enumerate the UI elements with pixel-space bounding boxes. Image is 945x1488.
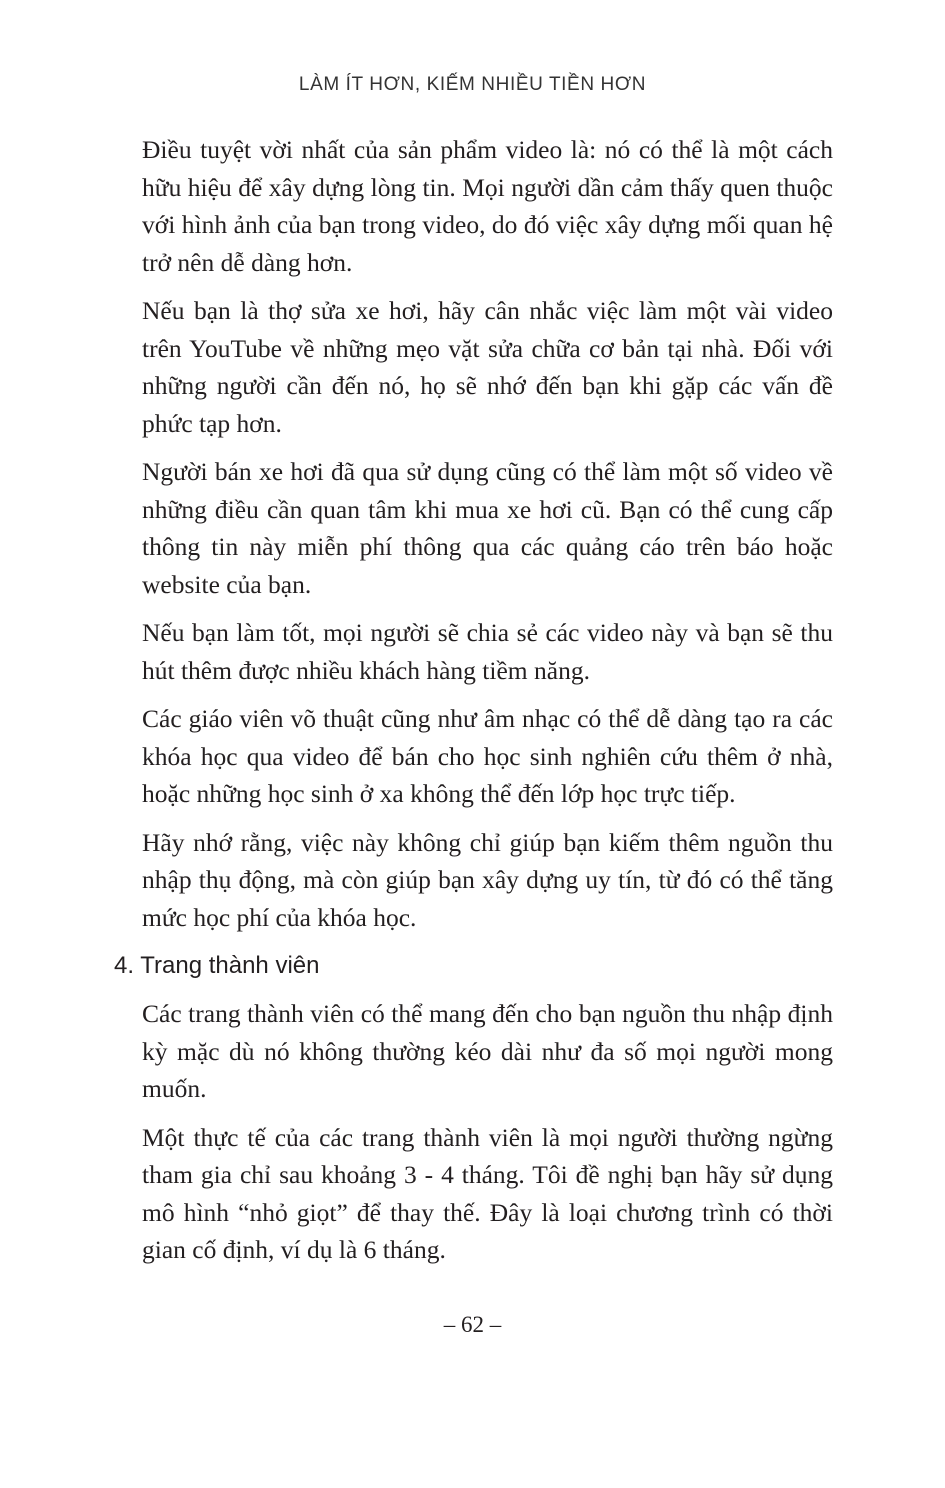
paragraph: Các trang thành viên có thể mang đến cho bạn nguồn thu nhập định kỳ mặc dù nó không thường kéo dài như đa số mọi người mong muốn.	[142, 999, 833, 1103]
paragraph: Hãy nhớ rằng, việc này không chỉ giúp bạn kiếm thêm nguồn thu nhập thụ động, mà còn giúp bạn xây dựng uy tín, từ đó có thể tăng mức học phí của khóa học.	[142, 827, 833, 932]
page-number: – 62 –	[443, 1312, 502, 1337]
paragraph: Người bán xe hơi đã qua sử dụng cũng có thể làm một số video về những điều cần quan tâm khi mua xe hơi cũ. Bạn có thể cung cấp thông tin này miễn phí thông qua các quảng cáo trên báo hoặc website của bạn.	[142, 457, 833, 599]
paragraph: Các giáo viên võ thuật cũng như âm nhạc có thể dễ dàng tạo ra các khóa học qua video để bán cho học sinh nghiên cứu thêm ở nhà, hoặc những học sinh ở xa không thể đến lớp học trực tiếp.	[142, 704, 833, 808]
section-heading: 4. Trang thành viên	[114, 952, 320, 979]
paragraph: Điều tuyệt vời nhất của sản phẩm video là: nó có thể là một cách hữu hiệu để xây dựng lòng tin. Mọi người dần cảm thấy quen thuộc với hình ảnh của bạn trong video, do đó việc xây dựng mối quan hệ trở nên dễ dàng hơn.	[142, 135, 833, 277]
page-body	[114, 131, 833, 1280]
running-title: LÀM ÍT HƠN, KIẾM NHIỀU TIỀN HƠN	[298, 74, 647, 95]
paragraph: Một thực tế của các trang thành viên là mọi người thường ngừng tham gia chỉ sau khoảng 3 - 4 tháng. Tôi đề nghị bạn hãy sử dụng mô hình “nhỏ giọt” để thay thế. Đây là loại chương trình có thời gian cố định, ví dụ là 6 tháng.	[142, 1122, 833, 1264]
paragraph: Nếu bạn là thợ sửa xe hơi, hãy cân nhắc việc làm một vài video trên YouTube về những mẹo vặt sửa chữa cơ bản tại nhà. Đối với những người cần đến nó, họ sẽ nhớ đến bạn khi gặp các vấn đề phức tạp hơn.	[142, 296, 833, 438]
paragraph: Nếu bạn làm tốt, mọi người sẽ chia sẻ các video này và bạn sẽ thu hút thêm được nhiều khách hàng tiềm năng.	[142, 618, 833, 685]
